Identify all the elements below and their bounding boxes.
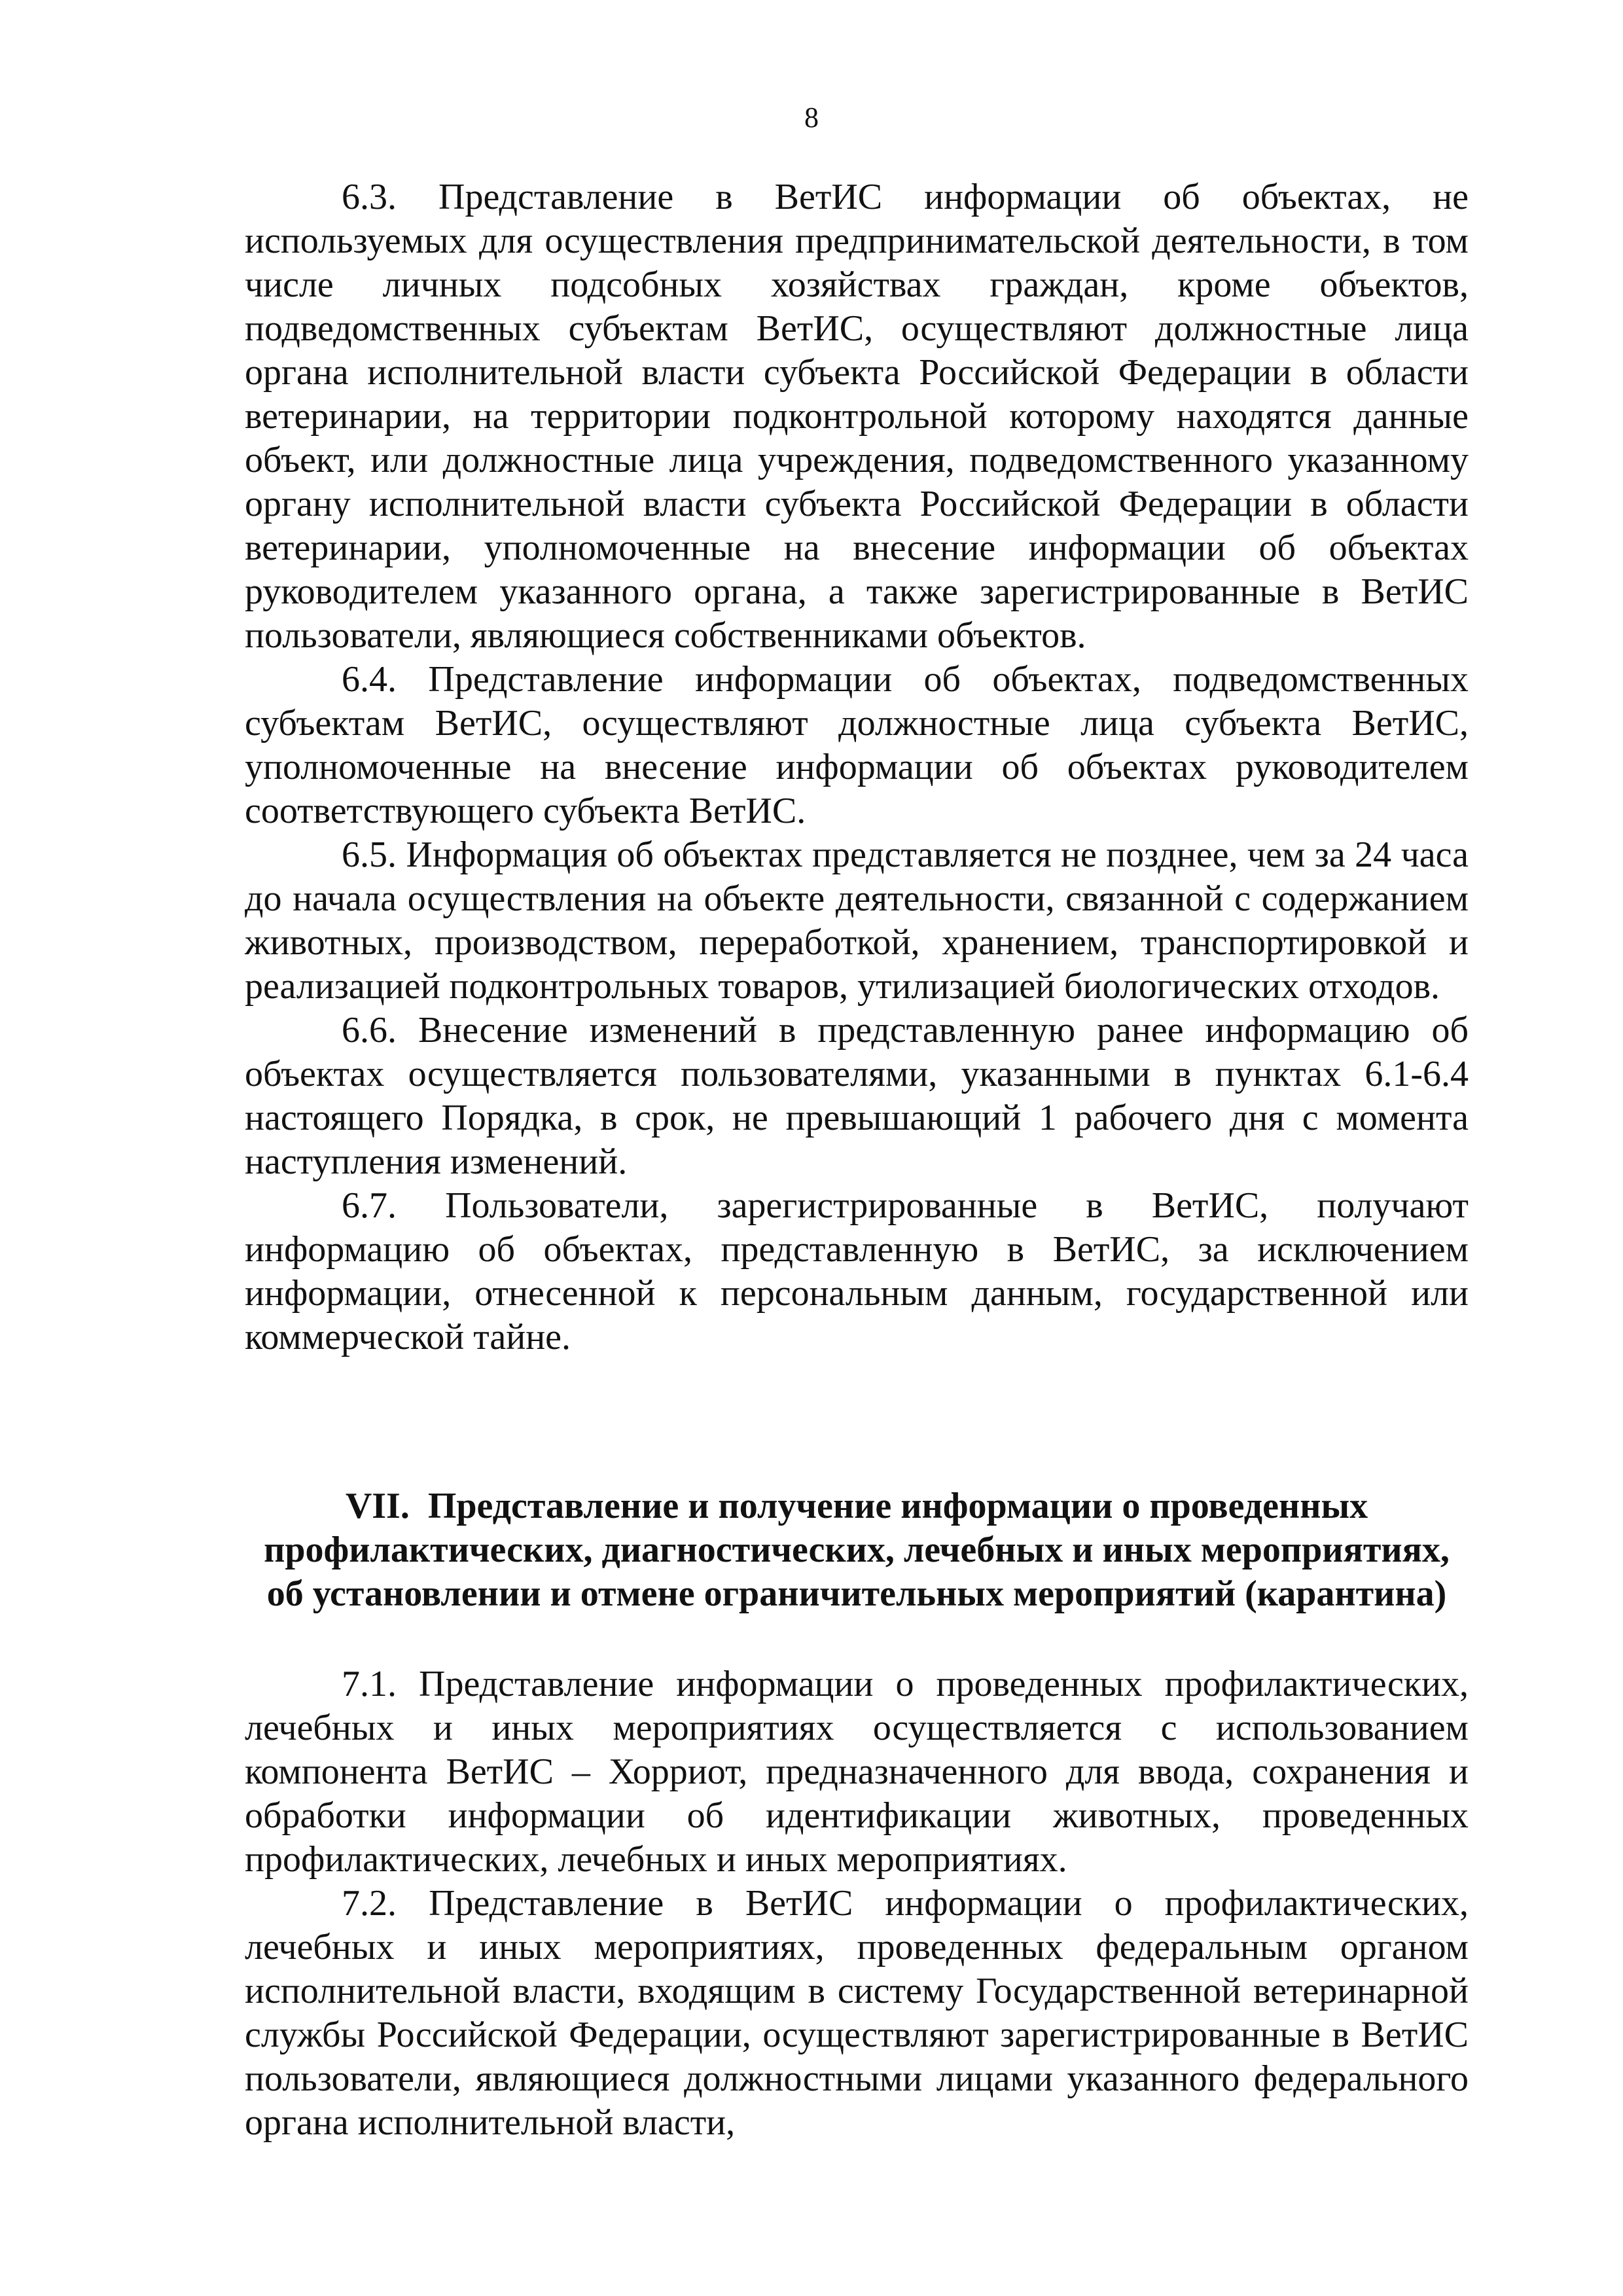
heading-line-1: VII. Представление и получение информации о проведенных xyxy=(345,1486,1368,1526)
paragraph-text: Пользователи, зарегистрированные в ВетИС, получают информацию об объектах, представленную в ВетИС, за исключением информации, отнесенной к персональным данным, государственной или коммерческой тайне. xyxy=(245,1185,1469,1357)
section-7-heading xyxy=(245,1484,1469,1616)
paragraph-number: 7.2. xyxy=(342,1883,397,1924)
paragraph-6-7 xyxy=(245,1184,1469,1359)
paragraph-number: 7.1. xyxy=(342,1664,397,1704)
section-numeral: VII. xyxy=(345,1486,410,1526)
paragraph-number: 6.5. xyxy=(342,834,397,875)
paragraph-number: 6.7. xyxy=(342,1185,397,1226)
section-6-body xyxy=(245,175,1469,1359)
section-7-body xyxy=(245,1662,1469,2145)
paragraph-6-6 xyxy=(245,1009,1469,1184)
paragraph-7-1 xyxy=(245,1662,1469,1882)
paragraph-6-5 xyxy=(245,833,1469,1009)
heading-line-3: об установлении и отмене ограничительных мероприятий (карантина) xyxy=(266,1573,1447,1614)
paragraph-7-2 xyxy=(245,1882,1469,2145)
paragraph-text: Информация об объектах представляется не позднее, чем за 24 часа до начала осуществления на объекте деятельности, связанной с содержанием животных, производством, переработкой, хранением, транспортировкой и реализацией подконтрольных товаров, утилизацией биологических отходов. xyxy=(245,834,1469,1007)
paragraph-text: Представление в ВетИС информации о профилактических, лечебных и иных мероприятиях, проведенных федеральным органом исполнительной власти, входящим в систему Государственной ветеринарной службы Российской Федерации, осуществляют зарегистрированные в ВетИС пользователи, являющиеся должностными лицами указанного федерального органа исполнительной власти, xyxy=(245,1883,1469,2143)
paragraph-text: Представление в ВетИС информации об объектах, не используемых для осуществления предпринимательской деятельности, в том числе личных подсобных хозяйствах граждан, кроме объектов, подведомственных субъектам ВетИС, осуществляют должностные лица органа исполнительной власти субъекта Российской Федерации в области ветеринарии, на территории подконтрольной которому находятся данные объект, или должностные лица учреждения, подведомственного указанному органу исполнительной власти субъекта Российской Федерации в области ветеринарии, уполномоченные на внесение информации об объектах руководителем указанного органа, а также зарегистрированные в ВетИС пользователи, являющиеся собственниками объектов. xyxy=(245,177,1469,656)
heading-line-2: профилактических, диагностических, лечебных и иных мероприятиях, xyxy=(264,1530,1450,1570)
paragraph-number: 6.4. xyxy=(342,659,397,700)
paragraph-text: Представление информации о проведенных профилактических, лечебных и иных мероприятиях осуществляется с использованием компонента ВетИС – Хорриот, предназначенного для ввода, сохранения и обработки информации об идентификации животных, проведенных профилактических, лечебных и иных мероприятиях. xyxy=(245,1664,1469,1880)
paragraph-text: Внесение изменений в представленную ранее информацию об объектах осуществляется пользователями, указанными в пунктах 6.1-6.4 настоящего Порядка, в срок, не превышающий 1 рабочего дня с момента наступления изменений. xyxy=(245,1010,1469,1182)
paragraph-6-4 xyxy=(245,658,1469,833)
paragraph-number: 6.3. xyxy=(342,177,397,217)
paragraph-text: Представление информации об объектах, подведомственных субъектам ВетИС, осуществляют должностные лица субъекта ВетИС, уполномоченные на внесение информации об объектах руководителем соответствующего субъекта ВетИС. xyxy=(245,659,1469,831)
page-number: 8 xyxy=(804,101,819,134)
paragraph-6-3 xyxy=(245,175,1469,658)
paragraph-number: 6.6. xyxy=(342,1010,397,1050)
